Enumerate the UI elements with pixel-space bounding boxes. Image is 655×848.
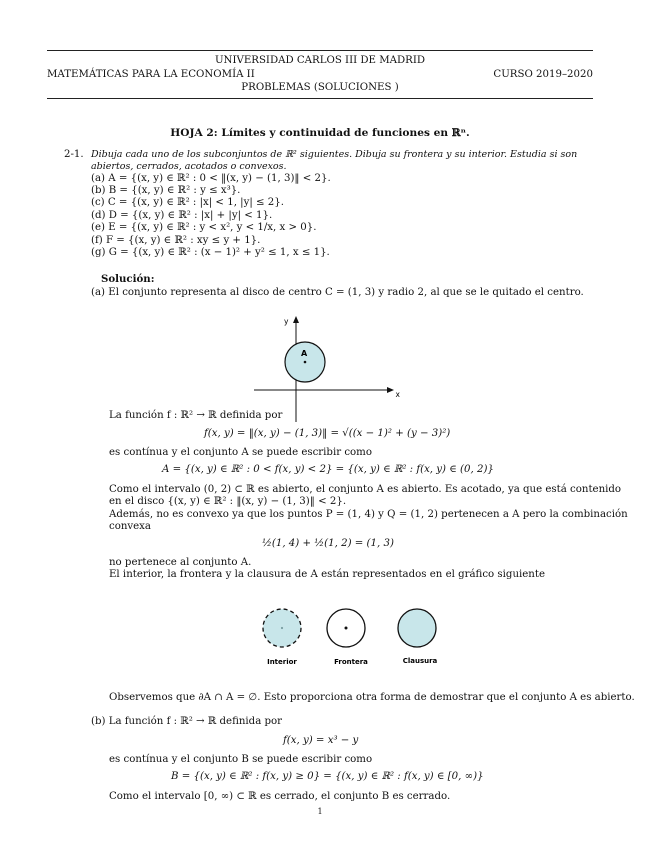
- solution-b-eq1: f(x, y) = x³ − y: [283, 735, 359, 746]
- solution-a-eq3: ½(1, 4) + ½(1, 2) = (1, 3): [262, 538, 394, 549]
- graph-x-label: x: [395, 390, 400, 399]
- problem-item-g: (g) G = {(x, y) ∈ ℝ² : (x − 1)² + y² ≤ 1, x ≤ 1}.: [91, 247, 330, 258]
- solution-a-conv-2: convexa: [109, 521, 152, 532]
- solution-a-open-2: en el disco {(x, y) ∈ ℝ² : ‖(x, y) − (1, 3)‖ < 2}.: [109, 496, 347, 507]
- header-top-rule: [47, 50, 593, 51]
- header-university: UNIVERSIDAD CARLOS III DE MADRID: [214, 55, 426, 66]
- disk-a-center: [304, 361, 307, 364]
- problem-item-b: (b) B = {(x, y) ∈ ℝ² : y ≤ x³}.: [91, 185, 241, 196]
- solution-a-intro: (a) El conjunto representa al disco de centro C = (1, 3) y radio 2, al que se le quitado el centro.: [91, 287, 584, 298]
- problem-item-d: (d) D = {(x, y) ∈ ℝ² : |x| + |y| < 1}.: [91, 210, 273, 221]
- problem-item-e: (e) E = {(x, y) ∈ ℝ² : y < x², y < 1/x, x > 0}.: [91, 222, 317, 233]
- problem-statement-2: abiertos, cerrados, acotados o convexos.: [91, 161, 287, 172]
- solution-a-not: no pertenece al conjunto A.: [109, 557, 252, 568]
- graph-y-label: y: [284, 317, 289, 326]
- interior-disk-center: [281, 627, 283, 629]
- header-bottom-rule: [47, 98, 593, 99]
- graph-set-label: A: [301, 349, 308, 358]
- graph-y-axis-arrow: [293, 316, 299, 323]
- problem-item-c: (c) C = {(x, y) ∈ ℝ² : |x| < 1, |y| ≤ 2}.: [91, 197, 285, 208]
- problem-item-a: (a) A = {(x, y) ∈ ℝ² : 0 < ‖(x, y) − (1, 3)‖ < 2}.: [91, 173, 331, 184]
- interior-boundary-closure-diagram: [255, 604, 455, 670]
- graph-x-axis-arrow: [387, 387, 394, 393]
- solution-a-obs: Observemos que ∂A ∩ A = ∅. Esto proporciona otra forma de demostrar que el conjunto A es abierto.: [109, 692, 635, 703]
- solution-a-func: La función f : ℝ² → ℝ definida por: [109, 410, 283, 421]
- header-subtitle: PROBLEMAS (SOLUCIONES ): [241, 82, 399, 93]
- solution-b-closed: Como el intervalo [0, ∞) ⊂ ℝ es cerrado, el conjunto B es cerrado.: [109, 791, 451, 802]
- solution-heading: Solución:: [101, 273, 155, 285]
- solution-a-cont: es contínua y el conjunto A se puede escribir como: [109, 447, 372, 458]
- problem-item-f: (f) F = {(x, y) ∈ ℝ² : xy ≤ y + 1}.: [91, 235, 261, 246]
- solution-b-eq2: B = {(x, y) ∈ ℝ² : f(x, y) ≥ 0} = {(x, y) ∈ ℝ² : f(x, y) ∈ [0, ∞)}: [171, 771, 484, 782]
- solution-b-cont: es contínua y el conjunto B se puede escribir como: [109, 754, 373, 765]
- solution-a-conv-1: Además, no es convexo ya que los puntos P = (1, 4) y Q = (1, 2) pertenecen a A pero la combinación: [109, 509, 628, 520]
- boundary-circle-center: [345, 627, 348, 630]
- label-clausura: Clausura: [402, 657, 438, 665]
- label-frontera: Frontera: [334, 658, 368, 666]
- label-interior: Interior: [267, 658, 297, 666]
- solution-a-eq2: A = {(x, y) ∈ ℝ² : 0 < f(x, y) < 2} = {(x, y) ∈ ℝ² : f(x, y) ∈ (0, 2)}: [162, 464, 494, 475]
- solution-a-eq1: f(x, y) = ‖(x, y) − (1, 3)‖ = √((x − 1)² + (y − 3)²): [204, 428, 451, 439]
- problem-number: 2-1.: [64, 149, 84, 160]
- solution-b-func: (b) La función f : ℝ² → ℝ definida por: [91, 716, 283, 727]
- solution-a-repr: El interior, la frontera y la clausura de A están representados en el gráfico siguiente: [109, 569, 545, 580]
- header-course: MATEMÁTICAS PARA LA ECONOMÍA II: [47, 69, 255, 80]
- sheet-title: HOJA 2: Límites y continuidad de funciones en ℝⁿ.: [170, 127, 470, 139]
- closure-disk: [398, 609, 436, 647]
- problem-statement-1: Dibuja cada uno de los subconjuntos de ℝ² siguientes. Dibuja su frontera y su interior. Estudia si son: [91, 149, 578, 160]
- solution-a-open-1: Como el intervalo (0, 2) ⊂ ℝ es abierto, el conjunto A es abierto. Es acotado, ya que está contenido: [109, 484, 622, 495]
- page-number: 1: [317, 807, 323, 816]
- header-year: CURSO 2019–2020: [493, 69, 593, 80]
